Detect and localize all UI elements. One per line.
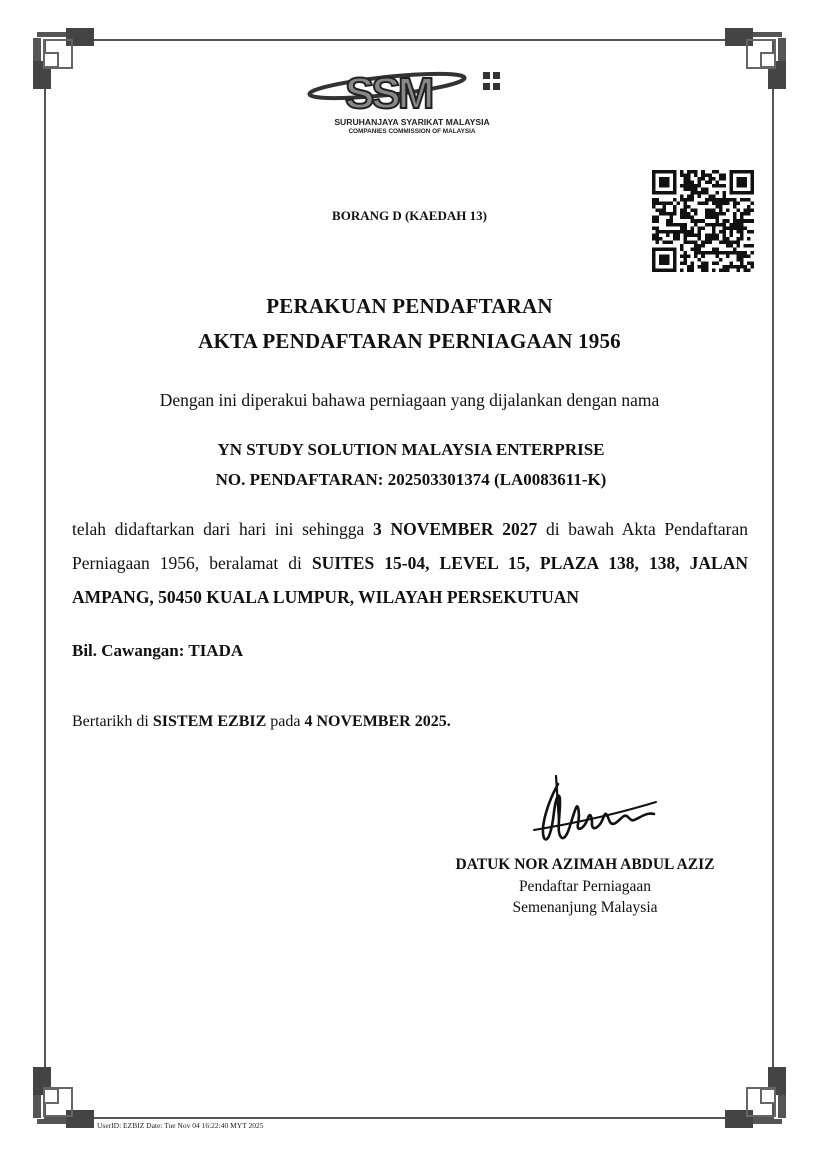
- signature-image: [530, 772, 660, 854]
- registration-number: NO. PENDAFTARAN: 202503301374 (LA0083611-K): [215, 470, 607, 489]
- footer-stamp: UserID: EZBIZ Date: Tue Nov 04 16:22:40 MYT 2025: [97, 1121, 264, 1130]
- signatory-title: Pendaftar Perniagaan: [518, 878, 652, 895]
- signatory-name: DATUK NOR AZIMAH ABDUL AZIZ: [455, 856, 715, 873]
- form-label: BORANG D (KAEDAH 13): [332, 208, 487, 223]
- dated-prefix: Bertarikh di: [72, 713, 153, 730]
- dated-date: 4 NOVEMBER 2025.: [304, 713, 451, 730]
- corner-ornament-icon: [724, 28, 786, 90]
- corner-ornament-icon: [724, 1066, 786, 1128]
- corner-ornament-icon: [33, 1066, 95, 1128]
- certificate-title: PERAKUAN PENDAFTARAN: [266, 294, 553, 318]
- logo-letters: SSM: [345, 69, 432, 118]
- certificate-act: AKTA PENDAFTARAN PERNIAGAAN 1956: [198, 329, 621, 353]
- intro-text: Dengan ini diperakui bahawa perniagaan yang dijalankan dengan nama: [159, 390, 660, 410]
- business-name: YN STUDY SOLUTION MALAYSIA ENTERPRISE: [217, 440, 605, 459]
- branch-count: Bil. Cawangan: TIADA: [72, 641, 244, 660]
- body-text-2: di bawah Akta Pendaftaran Perniagaan 1956, beralamat di: [72, 519, 748, 573]
- logo-name-my: SURUHANJAYA SYARIKAT MALAYSIA: [334, 117, 490, 127]
- signatory-region: Semenanjung Malaysia: [512, 899, 658, 916]
- body-paragraph: [72, 512, 748, 614]
- dated-system: SISTEM EZBIZ: [152, 713, 267, 730]
- ssm-logo: [305, 64, 520, 139]
- dated-line: [72, 713, 451, 731]
- dated-middle: pada: [266, 713, 305, 730]
- corner-ornament-icon: [33, 28, 95, 90]
- body-text-1: telah didaftarkan dari hari ini sehingga: [72, 519, 374, 539]
- expiry-date: 3 NOVEMBER 2027: [373, 519, 538, 539]
- business-address: SUITES 15-04, LEVEL 15, PLAZA 138, 138, JALAN AMPANG, 50450 KUALA LUMPUR, WILAYAH PERSEKUTUAN: [72, 553, 748, 607]
- logo-name-en: COMPANIES COMMISSION OF MALAYSIA: [348, 128, 476, 135]
